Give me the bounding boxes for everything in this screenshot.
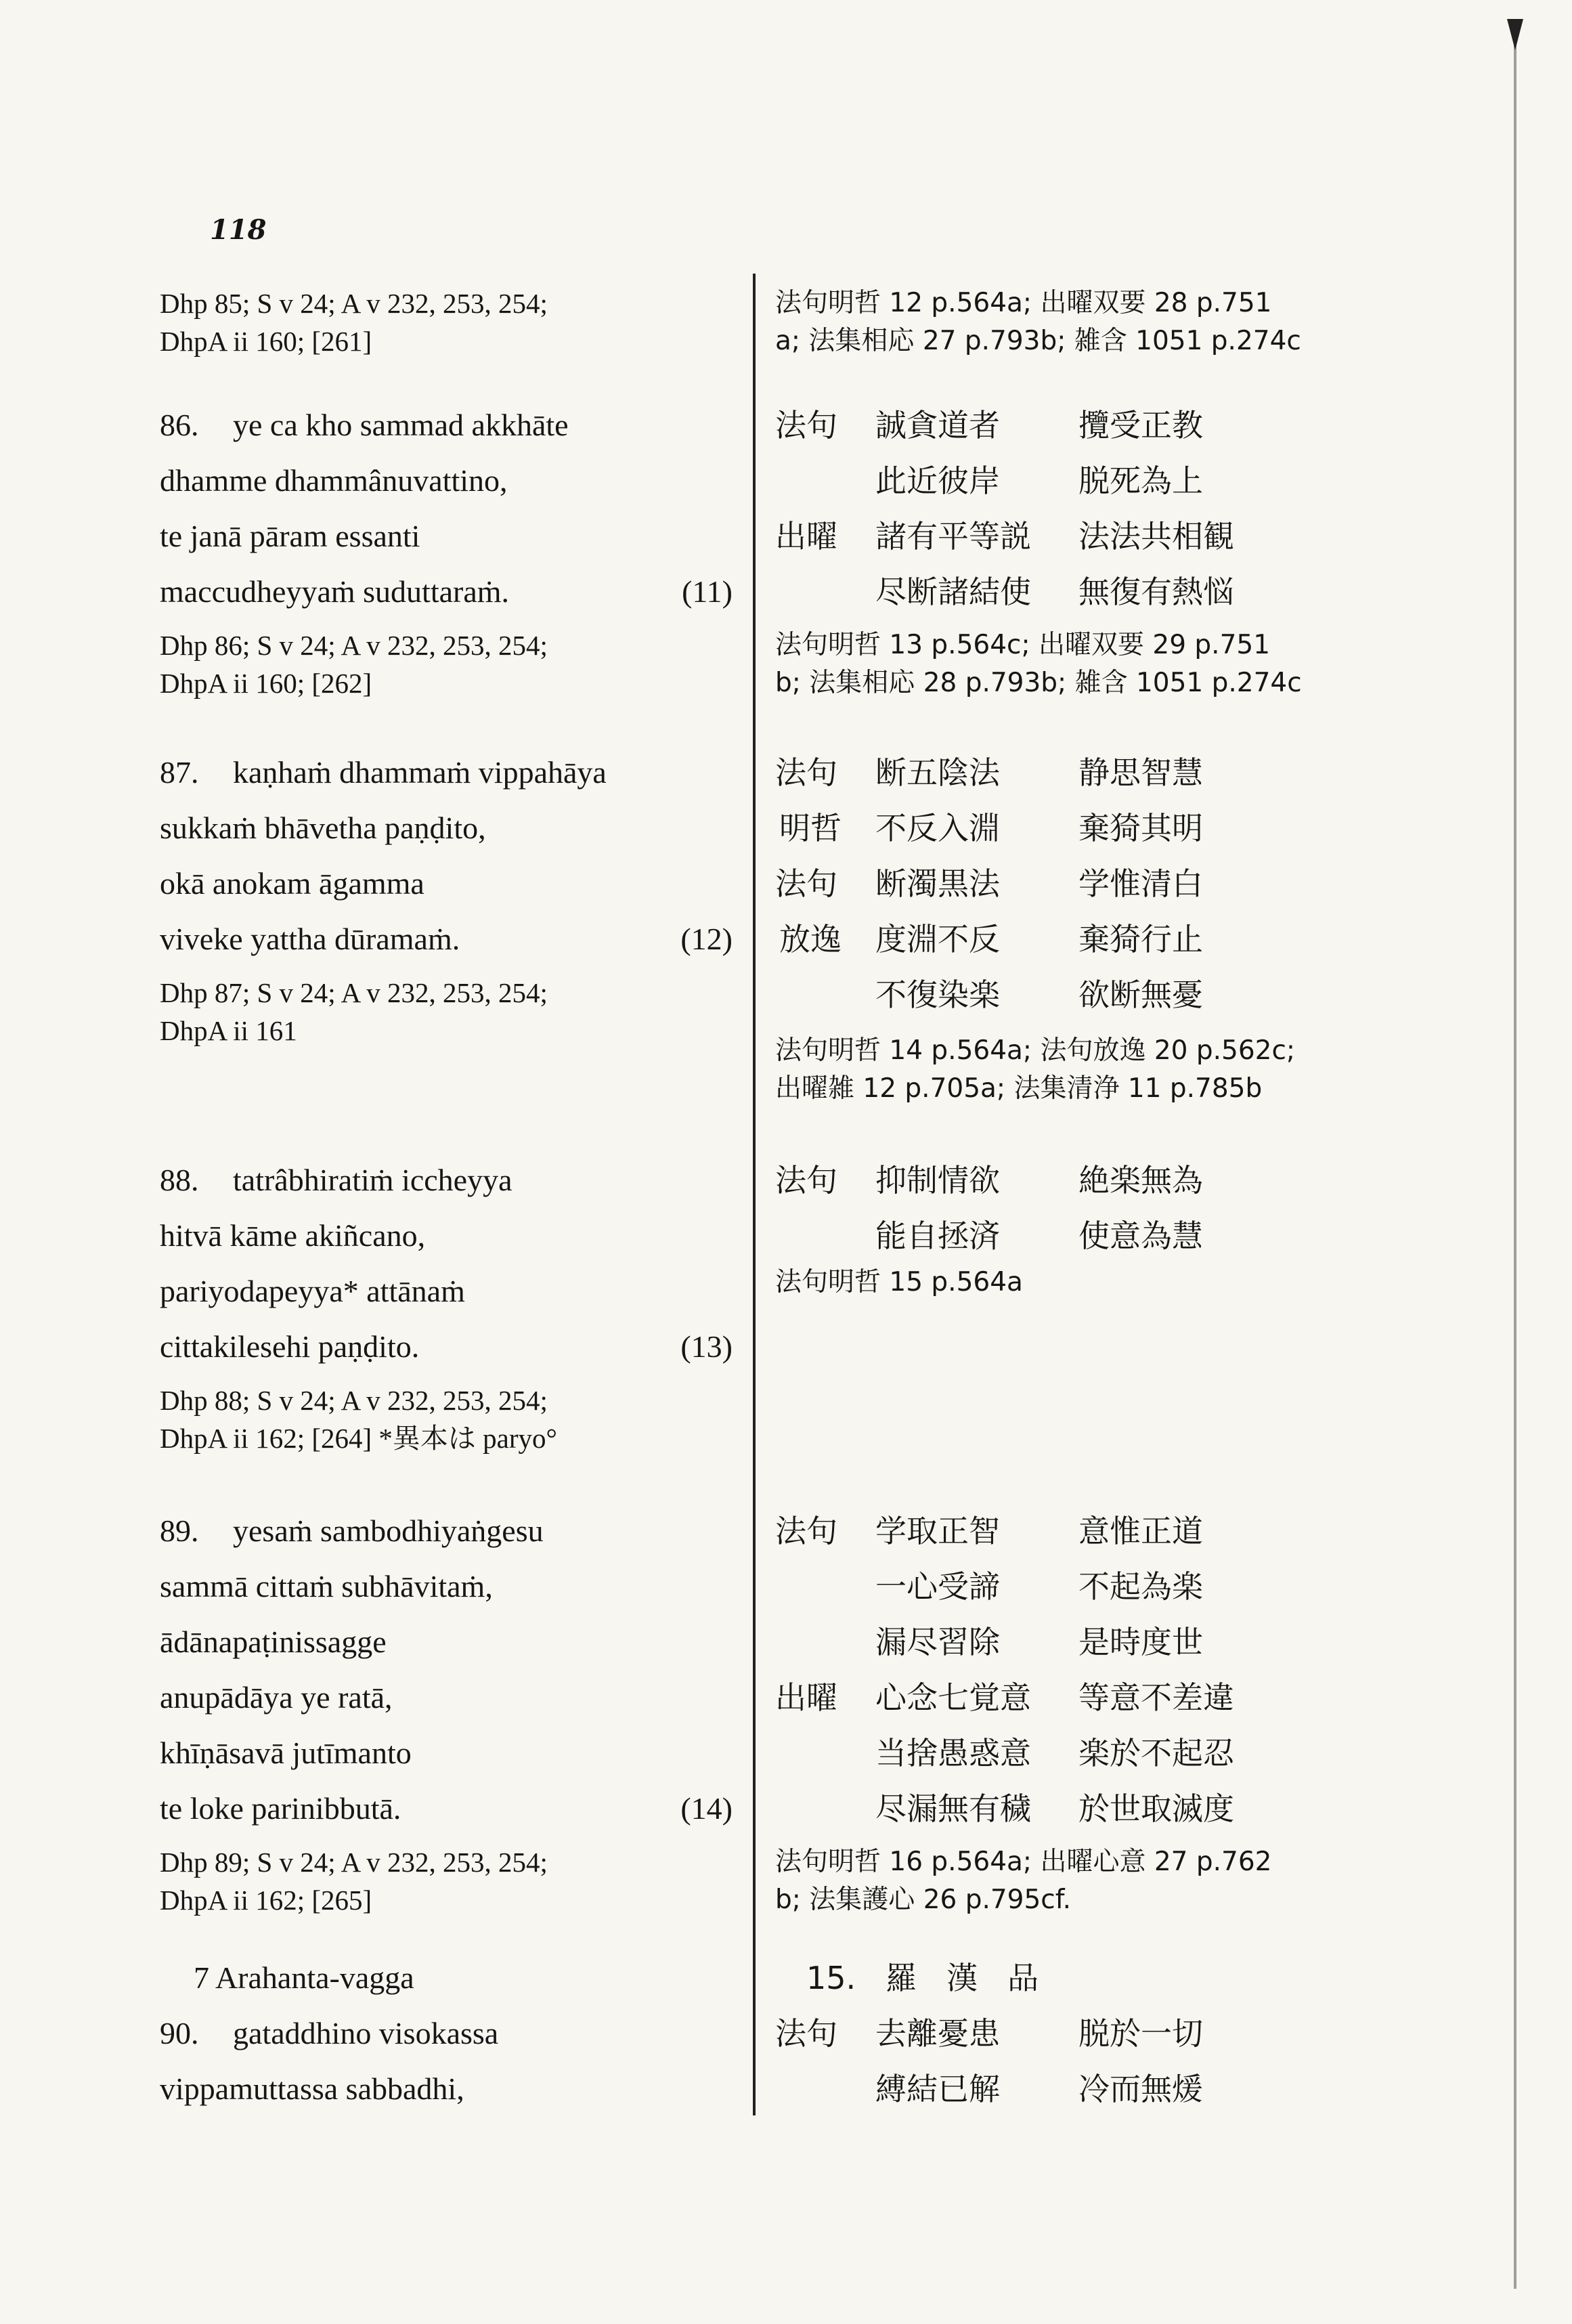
- page-edge-line: [1514, 27, 1516, 2289]
- page-edge-mark: [1507, 19, 1523, 50]
- parallel-reference-85: 法句明哲 12 p.564a; 出曜双要 28 p.751 a; 法集相応 27 p.793b; 雑含 1051 p.274c: [775, 288, 1301, 356]
- verse-number: 90.: [160, 2016, 199, 2050]
- verse-88: 88. tatrâbhiratiṁ iccheyya hitvā kāme akiñcano, pariyodapeyya* attānaṁ cittakilesehi paṇḍito. (13) Dhp 88; S v 24; A v 232, 253, 254; DhpA ii 162; [264] *異本は paryo°: [160, 1153, 733, 1457]
- verse-90: 90. gataddhino visokassa vippamuttassa sabbadhi,: [160, 2006, 733, 2117]
- parallel-88: 法句 抑制情欲 絶楽無為 能自拯済 使意為慧 法句明哲 15 p.564a: [775, 1162, 1203, 1297]
- verse-number: 87.: [160, 755, 199, 790]
- chapter-heading-chinese: 15. 羅 漢 品: [806, 1960, 1039, 1996]
- verse-index: (12): [680, 922, 733, 956]
- parallel-90: 法句 去離憂患 脱於一切 縛結已解 冷而無煖: [775, 2015, 1203, 2107]
- parallel-87: 法句 断五陰法 静思智慧 明哲 不反入淵 棄猗其明 法句 断濁黒法 学惟清白 放逸 度淵不反 棄猗行止 不復染楽 欲断無憂 法句明哲 14 p.564a; 法句放逸 20 p.562c; 出曜雑 12 p.705a; 法集清浄 11 p.785b: [775, 754, 1296, 1104]
- verse-89: 89. yesaṁ sambodhiyaṅgesu sammā cittaṁ subhāvitaṁ, ādānapaṭinissagge anupādāya ye ratā, khīṇāsavā jutīmanto te loke parinibbutā. (14) Dhp 89; S v 24; A v 232, 253, 254; DhpA ii 162; [265]: [160, 1503, 733, 1919]
- verse-index: (13): [680, 1329, 733, 1364]
- verse-index: (11): [682, 574, 733, 609]
- verse-86: 86. ye ca kho sammad akkhāte dhamme dhammânuvattino, te janā pāram essanti maccudheyyaṁ suduttaraṁ. (11) Dhp 86; S v 24; A v 232, 253, 254; DhpA ii 160; [262]: [160, 397, 733, 702]
- verse-number: 89.: [160, 1513, 199, 1548]
- page-number: 118: [210, 214, 267, 246]
- column-divider: [753, 274, 756, 2115]
- parallel-86: 法句 誠貪道者 攬受正教 此近彼岸 脱死為上 出曜 諸有平等説 法法共相観 尽断諸結使 無復有熱悩 法句明哲 13 p.564c; 出曜双要 29 p.751 b; 法集相応 28 p.793b; 雑含 1051 p.274c: [775, 407, 1302, 698]
- reference-85: Dhp 85; S v 24; A v 232, 253, 254; DhpA ii 160; [261]: [160, 288, 548, 357]
- verse-number: 88.: [160, 1163, 199, 1197]
- verse-index: (14): [680, 1791, 733, 1826]
- parallel-89: 法句 学取正智 意惟正道 一心受諦 不起為楽 漏尽習除 是時度世 出曜 心念七覚意 等意不差違 当捨愚惑意 楽於不起忍 尽漏無有穢 於世取滅度 法句明哲 16 p.564a; 出曜心意 27 p.762 b; 法集護心 26 p.795cf.: [775, 1513, 1272, 1915]
- chapter-heading: 7 Arahanta-vagga: [194, 1960, 414, 1995]
- verse-87: 87. kaṇhaṁ dhammaṁ vippahāya sukkaṁ bhāvetha paṇḍito, okā anokam āgamma viveke yattha dūramaṁ. (12) Dhp 87; S v 24; A v 232, 253, 254; DhpA ii 161: [160, 745, 733, 1050]
- verse-number: 86.: [160, 408, 199, 442]
